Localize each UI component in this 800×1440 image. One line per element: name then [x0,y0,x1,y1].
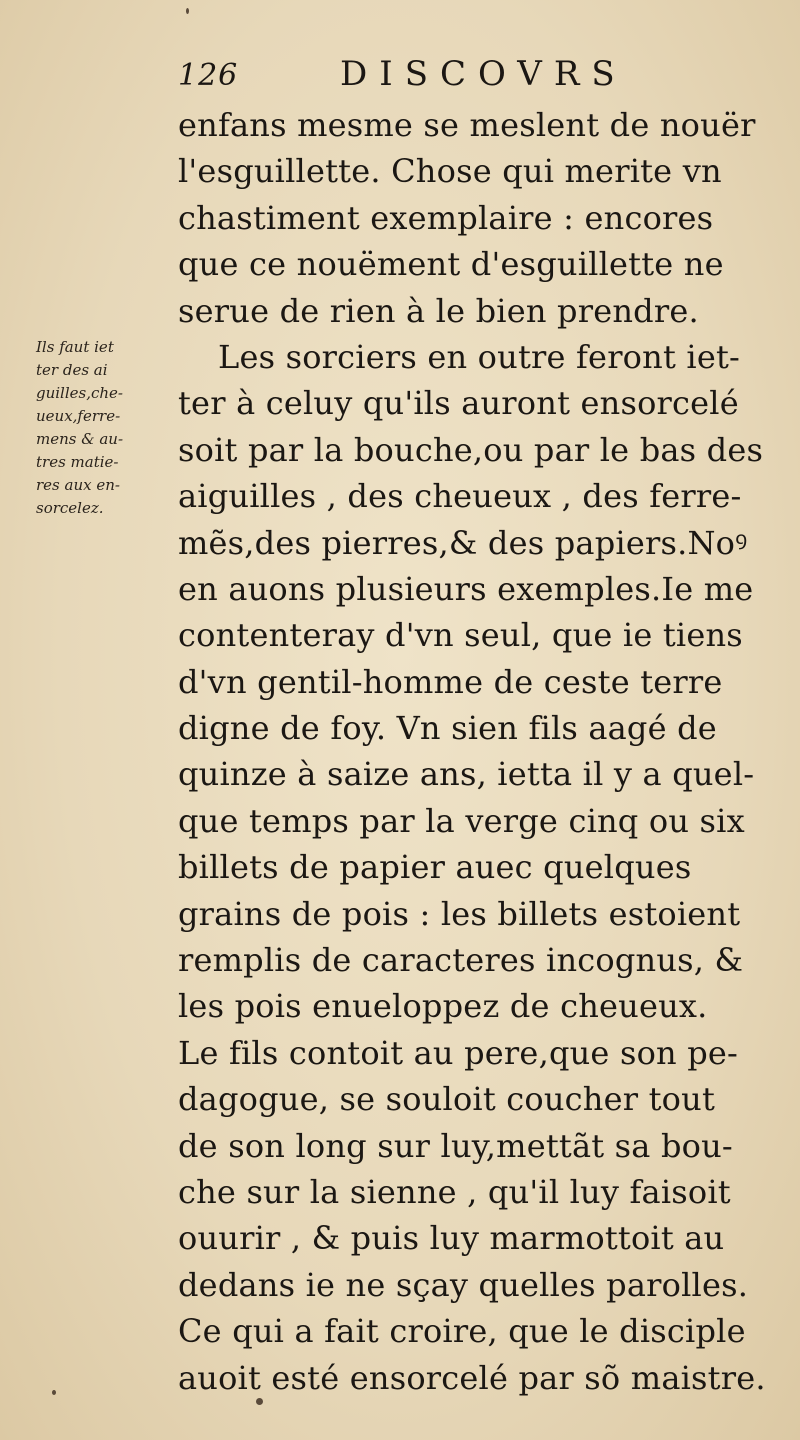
text-line: de son long sur luy,mettãt sa bou- [178,1126,733,1165]
text-line: soit par la bouche,ou par le bas des [178,430,764,469]
text-line: chastiment exemplaire : encores [178,198,714,237]
running-head [178,52,628,102]
running-title: DISCOVRS [340,54,627,94]
margin-note-line: mens & au- [36,430,124,448]
margin-note-line: Ils faut iet [36,338,114,356]
text-line: serue de rien à le bien prendre. [178,291,699,330]
ink-speck [52,1390,56,1395]
text-line: ter à celuy qu'ils auront ensorcelé [178,384,739,423]
text-line: enfans mesme se meslent de nouër [178,106,756,144]
margin-note-line: tres matie- [36,453,119,471]
text-line: digne de foy. Vn sien fils aagé de [178,709,717,748]
text-line: contenteray d'vn seul, que ie tiens [178,616,743,655]
ink-speck [186,8,189,14]
text-line: quinze à saize ans, ietta il y a quel- [178,755,755,794]
text-line: grains de pois : les billets estoient [178,894,741,933]
text-line: d'vn gentil-homme de ceste terre [178,662,723,701]
text-line: que temps par la verge cinq ou six [178,801,745,840]
text-line: aiguilles , des cheueux , des ferre- [178,477,742,516]
text-line: Ce qui a fait croire, que le disciple [178,1312,746,1351]
body-text [178,102,768,1401]
text-line: che sur la sienne , qu'il luy faisoit [178,1172,731,1211]
text-line: Le fils contoit au pere,que son pe- [178,1033,739,1072]
text-line: Les sorciers en outre feront iet- [218,337,741,376]
margin-note-line: guilles,che- [36,384,124,402]
text-line: billets de papier auec quelques [178,848,692,887]
margin-note-line: sorcelez. [36,499,104,517]
margin-note-line: ter des ai [36,361,108,379]
text-line: auoit esté ensorcelé par sõ maistre. [178,1358,766,1397]
margin-note-line: ueux,ferre- [36,407,121,425]
margin-note-line: res aux en- [36,476,120,494]
ink-speck [256,1398,263,1405]
text-line: mẽs,des pierres,& des papiers.Noꝰ [178,523,748,562]
text-line: dedans ie ne sçay quelles parolles. [178,1265,749,1304]
margin-note [36,336,171,520]
text-line: dagogue, se souloit coucher tout [178,1080,716,1119]
text-line: que ce nouëment d'esguillette ne [178,245,724,284]
text-line: ouurir , & puis luy marmottoit au [178,1219,725,1258]
text-line: en auons plusieurs exemples.Ie me [178,569,754,608]
page-number: 126 [178,58,239,93]
text-line: l'esguillette. Chose qui merite vn [178,152,722,191]
text-line: les pois enueloppez de cheueux. [178,987,708,1026]
text-line: remplis de caracteres incognus, & [178,941,744,980]
